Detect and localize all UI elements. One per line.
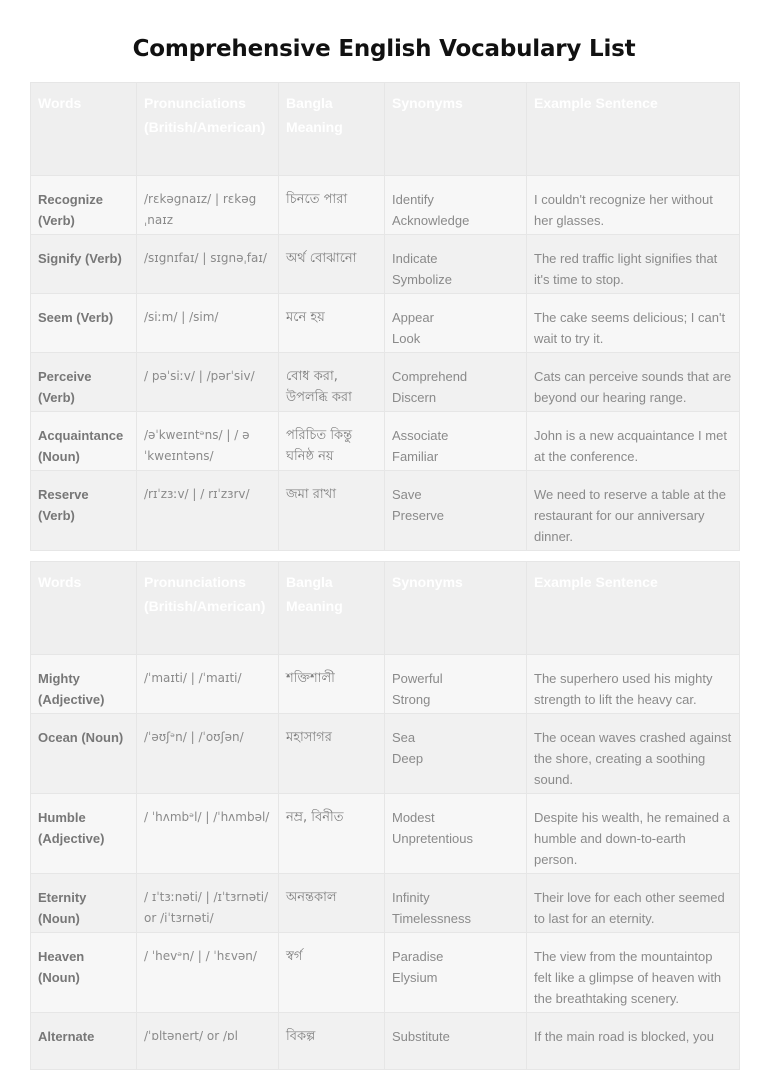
pronunciation-cell: / ˈhevᵊn/ | / ˈhɛvən/ <box>137 933 279 1013</box>
word-cell: Heaven (Noun) <box>31 933 137 1013</box>
example-cell: The cake seems delicious; I can't wait to try it. <box>527 294 740 353</box>
header-bangla-meaning: Bangla Meaning <box>279 562 385 655</box>
header-example-sentence: Example Sentence <box>527 83 740 176</box>
synonym: Acknowledge <box>392 213 470 228</box>
synonym: Unpretentious <box>392 831 473 846</box>
synonyms-cell <box>385 176 527 235</box>
synonyms-cell <box>385 714 527 794</box>
word-cell: Recognize (Verb) <box>31 176 137 235</box>
example-cell: We need to reserve a table at the restaurant for our anniversary dinner. <box>527 471 740 551</box>
synonym: Preserve <box>392 508 445 523</box>
synonyms-cell <box>385 294 527 353</box>
synonym: Timelessness <box>392 911 471 926</box>
header-bangla-meaning: Bangla Meaning <box>279 83 385 176</box>
synonyms-cell <box>385 874 527 933</box>
synonym: Associate <box>392 428 449 443</box>
word-cell: Mighty (Adjective) <box>31 655 137 714</box>
table-row <box>31 412 740 471</box>
header-row <box>31 83 740 176</box>
example-cell: The view from the mountaintop felt like a glimpse of heaven with the breathtaking scenery. <box>527 933 740 1013</box>
bangla-cell: বোধ করা, উপলব্ধি করা <box>279 353 385 412</box>
synonym: Identify <box>392 192 434 207</box>
synonym: Symbolize <box>392 272 452 287</box>
example-cell: Cats can perceive sounds that are beyond our hearing range. <box>527 353 740 412</box>
example-cell: If the main road is blocked, you <box>527 1013 740 1070</box>
synonym: Familiar <box>392 449 439 464</box>
table-row <box>31 933 740 1013</box>
word-cell: Ocean (Noun) <box>31 714 137 794</box>
word-cell: Eternity (Noun) <box>31 874 137 933</box>
word-cell: Seem (Verb) <box>31 294 137 353</box>
example-cell: The red traffic light signifies that it's time to stop. <box>527 235 740 294</box>
table-row <box>31 655 740 714</box>
header-row <box>31 562 740 655</box>
example-cell: The superhero used his mighty strength to lift the heavy car. <box>527 655 740 714</box>
synonym: Deep <box>392 751 424 766</box>
header-words: Words <box>31 83 137 176</box>
synonyms-cell <box>385 1013 527 1070</box>
synonyms-cell <box>385 353 527 412</box>
word-cell: Perceive (Verb) <box>31 353 137 412</box>
bangla-cell: মনে হয় <box>279 294 385 353</box>
synonym: Sea <box>392 730 416 745</box>
bangla-cell: চিনতে পারা <box>279 176 385 235</box>
vocabulary-table-1 <box>30 82 740 551</box>
pronunciation-cell: /ˈəʊʃᵊn/ | /ˈoʊʃən/ <box>137 714 279 794</box>
synonym: Strong <box>392 692 431 707</box>
header-words: Words <box>31 562 137 655</box>
pronunciation-cell: /əˈkweɪntᵊns/ | / ə ˈkweɪntəns/ <box>137 412 279 471</box>
pronunciation-cell: / ˈhʌmbᵊl/ | /ˈhʌmbəl/ <box>137 794 279 874</box>
synonyms-cell <box>385 933 527 1013</box>
synonym: Look <box>392 331 421 346</box>
bangla-cell: অর্থ বোঝানো <box>279 235 385 294</box>
example-cell: Despite his wealth, he remained a humble and down-to-earth person. <box>527 794 740 874</box>
bangla-cell: স্বর্গ <box>279 933 385 1013</box>
synonym: Appear <box>392 310 434 325</box>
table-row <box>31 353 740 412</box>
table-row <box>31 874 740 933</box>
bangla-cell: নম্র, বিনীত <box>279 794 385 874</box>
word-cell: Alternate <box>31 1013 137 1070</box>
header-synonyms: Synonyms <box>385 83 527 176</box>
bangla-cell: শক্তিশালী <box>279 655 385 714</box>
word-cell: Reserve (Verb) <box>31 471 137 551</box>
synonym: Indicate <box>392 251 438 266</box>
synonym: Powerful <box>392 671 443 686</box>
table-row <box>31 794 740 874</box>
table-row <box>31 1013 740 1070</box>
synonyms-cell <box>385 471 527 551</box>
pronunciation-cell: /rɛkəgnaɪz/ | rɛkəg ˌnaɪz <box>137 176 279 235</box>
example-cell: Their love for each other seemed to last for an eternity. <box>527 874 740 933</box>
word-cell: Signify (Verb) <box>31 235 137 294</box>
bangla-cell: পরিচিত কিন্তু ঘনিষ্ঠ নয় <box>279 412 385 471</box>
pronunciation-cell: / ɪˈtɜːnəti/ | /ɪˈtɜrnəti/ or /iˈtɜrnəti/ <box>137 874 279 933</box>
table-row <box>31 176 740 235</box>
pronunciation-cell: /ˈɒltənert/ or /ɒl <box>137 1013 279 1070</box>
pronunciation-cell: /rɪˈzɜːv/ | / rɪˈzɜrv/ <box>137 471 279 551</box>
synonym: Save <box>392 487 422 502</box>
pronunciation-cell: /siːm/ | /sim/ <box>137 294 279 353</box>
bangla-cell: অনন্তকাল <box>279 874 385 933</box>
synonym: Infinity <box>392 890 430 905</box>
pronunciation-cell: /sɪgnɪfaɪ/ | sɪgnəˌfaɪ/ <box>137 235 279 294</box>
bangla-cell: জমা রাখা <box>279 471 385 551</box>
synonym: Paradise <box>392 949 444 964</box>
page-title: Comprehensive English Vocabulary List <box>132 36 636 62</box>
synonyms-cell <box>385 794 527 874</box>
table-row <box>31 471 740 551</box>
pronunciation-cell: / pəˈsiːv/ | /pərˈsiv/ <box>137 353 279 412</box>
header-example-sentence: Example Sentence <box>527 562 740 655</box>
synonyms-cell <box>385 412 527 471</box>
synonyms-cell <box>385 235 527 294</box>
word-cell: Humble (Adjective) <box>31 794 137 874</box>
synonym: Elysium <box>392 970 438 985</box>
header-pronunciations: Pronunciations (British/American) <box>137 562 279 655</box>
table-row <box>31 294 740 353</box>
synonym: Substitute <box>392 1029 450 1044</box>
header-synonyms: Synonyms <box>385 562 527 655</box>
word-cell: Acquaintance (Noun) <box>31 412 137 471</box>
synonyms-cell <box>385 655 527 714</box>
table-row <box>31 714 740 794</box>
bangla-cell: বিকল্প <box>279 1013 385 1070</box>
synonym: Discern <box>392 390 437 405</box>
example-cell: John is a new acquaintance I met at the conference. <box>527 412 740 471</box>
example-cell: I couldn't recognize her without her glasses. <box>527 176 740 235</box>
example-cell: The ocean waves crashed against the shore, creating a soothing sound. <box>527 714 740 794</box>
table-row <box>31 235 740 294</box>
synonym: Modest <box>392 810 435 825</box>
synonym: Comprehend <box>392 369 468 384</box>
bangla-cell: মহাসাগর <box>279 714 385 794</box>
pronunciation-cell: /ˈmaɪti/ | /ˈmaɪti/ <box>137 655 279 714</box>
header-pronunciations: Pronunciations (British/American) <box>137 83 279 176</box>
vocabulary-table-2 <box>30 561 740 1070</box>
